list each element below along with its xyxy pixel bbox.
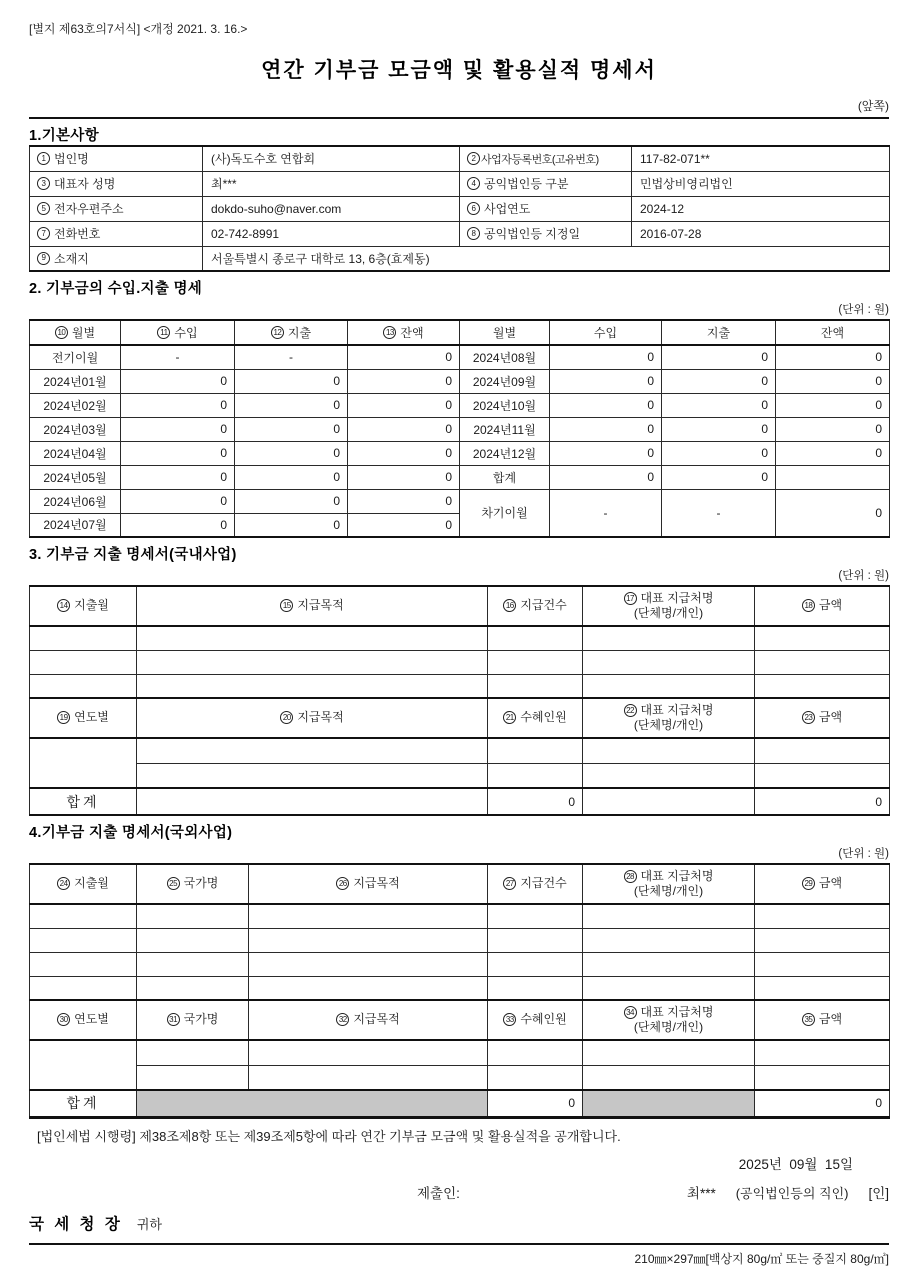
month-cell: 전기이월 [30, 345, 121, 369]
expense-cell: 0 [662, 369, 776, 393]
payment-count-header: 27 지급건수 [488, 864, 583, 904]
bottom-rule [29, 1243, 889, 1245]
form-number-note: [별지 제63호의7서식] <개정 2021. 3. 16.> [29, 22, 248, 36]
biz-reg-number-value: 117-82-071** [632, 146, 890, 171]
empty-cell [488, 928, 583, 952]
expense-col-header: 12 지출 [235, 320, 348, 345]
expense-cell: 0 [235, 369, 348, 393]
section2-heading: 2. 기부금의 수입.지출 명세 [29, 281, 203, 297]
balance-cell: 0 [348, 513, 460, 537]
carryover-label-cell: 차기이월 [460, 489, 550, 537]
table-row [30, 952, 890, 976]
circled-number-icon: 25 [167, 877, 180, 890]
circled-number-icon: 13 [383, 326, 396, 339]
empty-cell [137, 928, 249, 952]
empty-cell [488, 626, 583, 650]
biz-reg-number-label: 2 사업자등록번호(고유번호) [460, 146, 632, 171]
submission-date: 2025년 09월 15일 [738, 1156, 853, 1172]
balance-cell: 0 [776, 441, 890, 465]
country-header: 25 국가명 [137, 864, 249, 904]
circled-number-icon: 4 [467, 177, 480, 190]
empty-cell [583, 674, 755, 698]
income-col-header: 11 수입 [121, 320, 235, 345]
balance-cell: 0 [348, 465, 460, 489]
expense-cell: 0 [235, 417, 348, 441]
corp-name-label: 1 법인명 [30, 146, 203, 171]
expense-cell: - [662, 489, 776, 537]
circled-number-icon: 14 [57, 599, 70, 612]
payee-name-header: 22 대표 지급처명 (단체명/개인) [583, 698, 755, 738]
empty-cell [137, 1065, 249, 1090]
income-cell: 0 [121, 369, 235, 393]
month-cell: 2024년10월 [460, 393, 550, 417]
empty-cell [137, 904, 249, 928]
table-header-row [30, 1000, 890, 1040]
shaded-cell [583, 1090, 755, 1117]
payee-name-header: 28 대표 지급처명 (단체명/개인) [583, 864, 755, 904]
table-row [30, 1040, 890, 1065]
expense-month-header: 14 지출월 [30, 586, 137, 626]
empty-cell [30, 650, 137, 674]
income-col-header: 수입 [550, 320, 662, 345]
month-cell: 2024년12월 [460, 441, 550, 465]
circled-number-icon: 15 [280, 599, 293, 612]
table-row [30, 369, 890, 393]
income-cell: 0 [121, 465, 235, 489]
circled-number-icon: 16 [503, 599, 516, 612]
table-row [30, 465, 890, 489]
balance-cell: 0 [348, 489, 460, 513]
empty-cell [137, 1040, 249, 1065]
month-cell: 2024년11월 [460, 417, 550, 441]
circled-number-icon: 2 [467, 152, 480, 165]
empty-cell [583, 763, 755, 788]
table-header-row [30, 698, 890, 738]
table-row [30, 1065, 890, 1090]
empty-cell [249, 952, 488, 976]
empty-cell [249, 976, 488, 1000]
circled-number-icon: 12 [271, 326, 284, 339]
table-row [30, 417, 890, 441]
payment-purpose-header: 32 지급목적 [249, 1000, 488, 1040]
amount-header: 29 금액 [755, 864, 890, 904]
empty-cell [583, 788, 755, 815]
balance-col-header: 잔액 [776, 320, 890, 345]
empty-cell [488, 952, 583, 976]
payee-name-header: 34 대표 지급처명 (단체명/개인) [583, 1000, 755, 1040]
month-cell: 2024년06월 [30, 489, 121, 513]
empty-cell [755, 650, 890, 674]
total-row [30, 788, 890, 815]
empty-cell [755, 738, 890, 763]
table-row [30, 626, 890, 650]
empty-cell [583, 1065, 755, 1090]
payment-purpose-header: 20 지급목적 [137, 698, 488, 738]
income-cell: - [121, 345, 235, 369]
month-cell: 2024년01월 [30, 369, 121, 393]
seal-note: (공익법인등의 직인) [735, 1185, 849, 1201]
section3-heading: 3. 기부금 지출 명세서(국내사업) [29, 547, 237, 563]
balance-col-header: 13 잔액 [348, 320, 460, 345]
business-year-value: 2024-12 [632, 196, 890, 221]
monthly-income-expense-table [29, 319, 890, 538]
empty-cell [488, 1065, 583, 1090]
month-cell: 2024년07월 [30, 513, 121, 537]
expense-cell: 0 [235, 465, 348, 489]
empty-cell [249, 1065, 488, 1090]
circled-number-icon: 22 [624, 704, 637, 717]
circled-number-icon: 26 [336, 877, 349, 890]
empty-cell [488, 650, 583, 674]
circled-number-icon: 32 [336, 1013, 349, 1026]
month-cell: 2024년04월 [30, 441, 121, 465]
total-amount-cell: 0 [755, 788, 890, 815]
circled-number-icon: 27 [503, 877, 516, 890]
circled-number-icon: 5 [37, 202, 50, 215]
expense-month-header: 24 지출월 [30, 864, 137, 904]
income-cell: 0 [550, 465, 662, 489]
table-row [30, 976, 890, 1000]
empty-cell [30, 738, 137, 788]
expense-cell: 0 [662, 417, 776, 441]
empty-cell [137, 952, 249, 976]
corp-name-value: (사)독도수호 연합회 [203, 146, 460, 171]
circled-number-icon: 7 [37, 227, 50, 240]
seal-mark: [인] [868, 1185, 889, 1201]
circled-number-icon: 28 [624, 870, 637, 883]
total-label: 합계 [30, 788, 137, 815]
country-header: 31 국가명 [137, 1000, 249, 1040]
expense-cell: 0 [662, 441, 776, 465]
designation-date-label: 8 공익법인등 지정일 [460, 221, 632, 246]
empty-cell [137, 763, 488, 788]
month-cell: 2024년09월 [460, 369, 550, 393]
circled-number-icon: 11 [157, 326, 170, 339]
month-col-header: 월별 [460, 320, 550, 345]
balance-cell: 0 [776, 393, 890, 417]
submitter-name: 최*** [686, 1185, 716, 1201]
month-col-header: 10 월별 [30, 320, 121, 345]
empty-cell [755, 952, 890, 976]
total-label: 합계 [30, 1090, 137, 1117]
balance-cell: 0 [348, 345, 460, 369]
expense-cell: 0 [235, 441, 348, 465]
table-row [30, 171, 890, 196]
empty-cell [137, 626, 488, 650]
empty-cell [488, 904, 583, 928]
circled-number-icon: 23 [802, 711, 815, 724]
beneficiary-count-header: 21 수혜인원 [488, 698, 583, 738]
table-row [30, 246, 890, 271]
circled-number-icon: 19 [57, 711, 70, 724]
empty-cell [488, 1040, 583, 1065]
shaded-cell [137, 1090, 488, 1117]
amount-header: 35 금액 [755, 1000, 890, 1040]
empty-cell [583, 738, 755, 763]
payment-purpose-header: 15 지급목적 [137, 586, 488, 626]
empty-cell [137, 788, 488, 815]
table-row [30, 928, 890, 952]
designation-date-value: 2016-07-28 [632, 221, 890, 246]
payment-purpose-header: 26 지급목적 [249, 864, 488, 904]
income-cell: 0 [550, 441, 662, 465]
empty-cell [30, 952, 137, 976]
total-row [30, 1090, 890, 1117]
table-row [30, 738, 890, 763]
empty-cell [488, 976, 583, 1000]
amount-header: 18 금액 [755, 586, 890, 626]
income-cell: 0 [121, 393, 235, 417]
table-row [30, 393, 890, 417]
circled-number-icon: 1 [37, 152, 50, 165]
month-cell: 2024년03월 [30, 417, 121, 441]
submitter-label: 제출인: [417, 1185, 460, 1201]
income-cell: 0 [121, 441, 235, 465]
empty-cell [755, 626, 890, 650]
empty-cell [30, 626, 137, 650]
empty-cell [249, 1040, 488, 1065]
table-row [30, 441, 890, 465]
empty-cell [583, 976, 755, 1000]
empty-cell [755, 928, 890, 952]
empty-cell [249, 928, 488, 952]
document-title: 연간 기부금 모금액 및 활용실적 명세서 [261, 59, 657, 82]
amount-header: 23 금액 [755, 698, 890, 738]
balance-cell: 0 [348, 441, 460, 465]
table-row [30, 221, 890, 246]
empty-cell [137, 650, 488, 674]
circled-number-icon: 9 [37, 252, 50, 265]
empty-cell [249, 904, 488, 928]
total-amount-cell: 0 [755, 1090, 890, 1117]
month-cell: 2024년02월 [30, 393, 121, 417]
empty-cell [755, 904, 890, 928]
circled-number-icon: 24 [57, 877, 70, 890]
circled-number-icon: 21 [503, 711, 516, 724]
domestic-expenditure-table [29, 585, 890, 816]
circled-number-icon: 20 [280, 711, 293, 724]
table-row [30, 489, 890, 513]
empty-cell [30, 1040, 137, 1090]
circled-number-icon: 6 [467, 202, 480, 215]
table-row [30, 196, 890, 221]
total-count-cell: 0 [488, 1090, 583, 1117]
circled-number-icon: 31 [167, 1013, 180, 1026]
empty-cell [583, 650, 755, 674]
empty-cell [137, 674, 488, 698]
expense-cell: 0 [235, 393, 348, 417]
circled-number-icon: 35 [802, 1013, 815, 1026]
section1-heading: 1.기본사항 [29, 128, 99, 144]
yearly-header: 30 연도별 [30, 1000, 137, 1040]
empty-cell [583, 952, 755, 976]
balance-cell: 0 [776, 417, 890, 441]
phone-label: 7 전화번호 [30, 221, 203, 246]
org-type-value: 민법상비영리법인 [632, 171, 890, 196]
balance-cell: 0 [776, 369, 890, 393]
table-row [30, 345, 890, 369]
empty-cell [755, 1065, 890, 1090]
recipient-suffix: 귀하 [136, 1216, 162, 1232]
representative-value: 최*** [203, 171, 460, 196]
income-cell: - [550, 489, 662, 537]
business-year-label: 6 사업연도 [460, 196, 632, 221]
unit-label: (단위 : 원) [838, 304, 889, 316]
circled-number-icon: 10 [55, 326, 68, 339]
unit-label: (단위 : 원) [838, 570, 889, 582]
balance-cell [776, 465, 890, 489]
table-header-row [30, 320, 890, 345]
total-count-cell: 0 [488, 788, 583, 815]
income-cell: 0 [121, 489, 235, 513]
expense-col-header: 지출 [662, 320, 776, 345]
expense-cell: 0 [235, 513, 348, 537]
recipient-name: 국 세 청 장 [29, 1215, 123, 1233]
org-type-label: 4 공익법인등 구분 [460, 171, 632, 196]
table-row [30, 763, 890, 788]
section4-heading: 4.기부금 지출 명세서(국외사업) [29, 825, 233, 841]
income-cell: 0 [550, 393, 662, 417]
table-header-row [30, 864, 890, 904]
income-cell: 0 [550, 417, 662, 441]
empty-cell [755, 763, 890, 788]
top-rule [29, 117, 889, 119]
table-row [30, 146, 890, 171]
phone-value: 02-742-8991 [203, 221, 460, 246]
balance-cell: 0 [348, 369, 460, 393]
empty-cell [30, 904, 137, 928]
empty-cell [488, 763, 583, 788]
table-row [30, 674, 890, 698]
empty-cell [488, 674, 583, 698]
circled-number-icon: 18 [802, 599, 815, 612]
unit-label: (단위 : 원) [838, 848, 889, 860]
month-cell: 2024년05월 [30, 465, 121, 489]
address-value: 서울특별시 종로구 대학로 13, 6층(효제동) [203, 246, 890, 271]
paper-spec-note: 210㎜×297㎜[백상지 80g/㎡ 또는 중질지 80g/㎡] [634, 1251, 889, 1266]
circled-number-icon: 29 [802, 877, 815, 890]
circled-number-icon: 30 [57, 1013, 70, 1026]
income-cell: 0 [121, 417, 235, 441]
circled-number-icon: 17 [624, 592, 637, 605]
expense-cell: 0 [662, 393, 776, 417]
recipient-line [29, 1212, 889, 1234]
empty-cell [583, 904, 755, 928]
empty-cell [755, 674, 890, 698]
balance-cell: 0 [776, 345, 890, 369]
payee-name-header: 17 대표 지급처명 (단체명/개인) [583, 586, 755, 626]
payment-count-header: 16 지급건수 [488, 586, 583, 626]
front-side-label: (앞쪽) [857, 99, 889, 113]
income-cell: 0 [121, 513, 235, 537]
overseas-expenditure-table [29, 863, 890, 1119]
beneficiary-count-header: 33 수혜인원 [488, 1000, 583, 1040]
submitter-line [29, 1179, 889, 1203]
representative-label: 3 대표자 성명 [30, 171, 203, 196]
table-header-row [30, 586, 890, 626]
address-label: 9 소재지 [30, 246, 203, 271]
empty-cell [30, 674, 137, 698]
circled-number-icon: 34 [624, 1006, 637, 1019]
email-value: dokdo-suho@naver.com [203, 196, 460, 221]
balance-cell: 0 [348, 393, 460, 417]
empty-cell [583, 928, 755, 952]
empty-cell [488, 738, 583, 763]
expense-cell: 0 [235, 489, 348, 513]
subtotal-label-cell: 합계 [460, 465, 550, 489]
balance-cell: 0 [348, 417, 460, 441]
empty-cell [755, 976, 890, 1000]
table-row [30, 904, 890, 928]
month-cell: 2024년08월 [460, 345, 550, 369]
expense-cell: 0 [662, 345, 776, 369]
empty-cell [30, 976, 137, 1000]
empty-cell [583, 626, 755, 650]
circled-number-icon: 3 [37, 177, 50, 190]
empty-cell [137, 976, 249, 1000]
empty-cell [30, 928, 137, 952]
basic-info-table [29, 145, 890, 272]
balance-cell: 0 [776, 489, 890, 537]
circled-number-icon: 33 [503, 1013, 516, 1026]
circled-number-icon: 8 [467, 227, 480, 240]
legal-declaration: [법인세법 시행령] 제38조제8항 또는 제39조제5항에 따라 연간 기부금 모금액 및 활용실적을 공개합니다. [37, 1128, 621, 1144]
empty-cell [583, 1040, 755, 1065]
table-row [30, 650, 890, 674]
income-cell: 0 [550, 369, 662, 393]
empty-cell [137, 738, 488, 763]
email-label: 5 전자우편주소 [30, 196, 203, 221]
yearly-header: 19 연도별 [30, 698, 137, 738]
income-cell: 0 [550, 345, 662, 369]
expense-cell: - [235, 345, 348, 369]
empty-cell [755, 1040, 890, 1065]
expense-cell: 0 [662, 465, 776, 489]
